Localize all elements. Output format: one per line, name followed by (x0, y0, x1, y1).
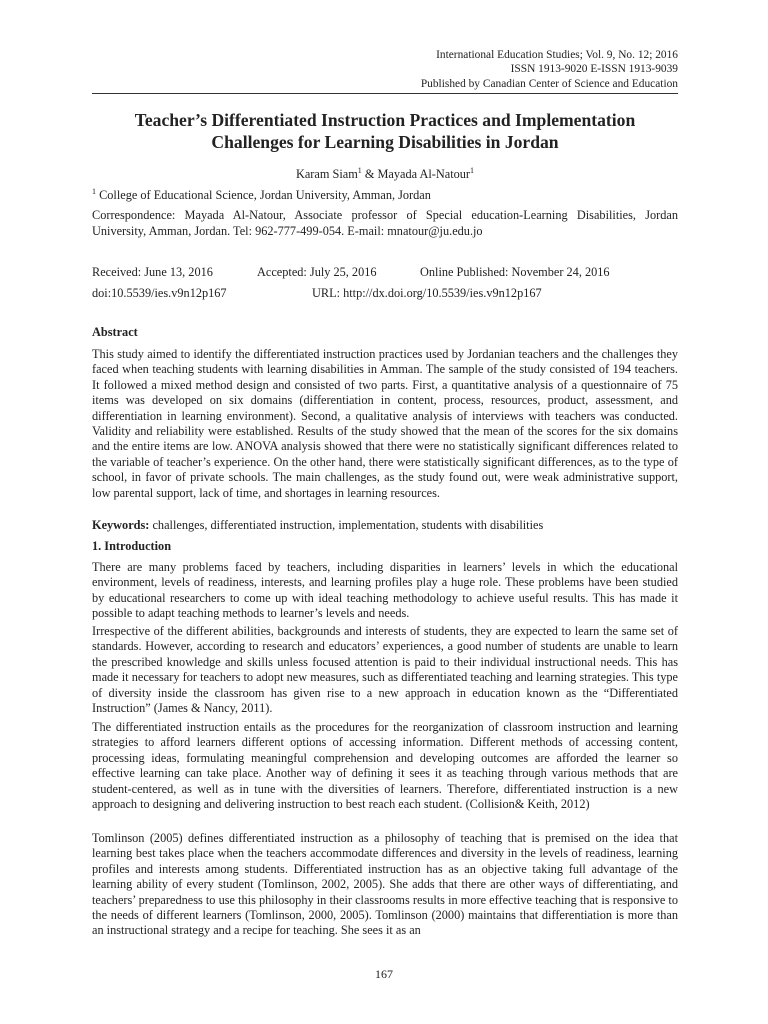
introduction-heading: 1. Introduction (92, 539, 172, 553)
author-name: Karam Siam (295, 167, 358, 181)
paper-title-line-1: Teacher’s Differentiated Instruction Practices and Implementation (134, 110, 636, 130)
abstract-text: This study aimed to identify the differentiated instruction practices used by Jordanian teachers and the challenges they faced when teaching students with learning disabilities in Amman. The sample of the study consisted of 194 teachers. It followed a mixed method design and consisted of two parts. First, a quantitative analysis of a questionnaire of 75 items was developed on six domains (differentiation in content, process, resources, product, assessment, and differentiation in learning environment). Second, a qualitative analysis of interviews with teachers was conducted. Validity and reliability were established. Results of the study showed that the mean of the scores for the six domains and the entire items are low. ANOVA analysis showed that there were no statistically significant differences related to the variable of teacher’s experience. On the other hand, there were statistically significant differences, as to the type of school, in favor of private schools. The main challenges, as the study found out, were weak administrative support, low parental support, lack of time, and shortages in learning resources. (92, 347, 678, 500)
author-name: Mayada Al-Natour (377, 167, 471, 181)
paragraph: Irrespective of the different abilities, backgrounds and interests of students, they are expected to learn the same set of standards. However, according to research and educators’ experiences, a good number of students are unable to learn the prescribed knowledge and skills unless focused attention is paid to their individual instructional needs. This has made it necessary for teachers to adopt new measures, such as differentiated teaching and learning strategies. This type of diversity inside the classroom has given rise to a new approach in education known as the “Differentiated Instruction” (James & Nancy, 2011). (92, 624, 678, 716)
accepted-date: Accepted: July 25, 2016 (257, 265, 377, 279)
page-number: 167 (375, 967, 393, 981)
keywords-text: challenges, differentiated instruction, implementation, students with disabilities (149, 518, 544, 532)
paragraph: There are many problems faced by teachers, including disparities in learners’ levels in which the educational environment, levels of readiness, interests, and learning profiles play a huge role. These problems have been studied by educational researchers to come up with ideal teaching methodology to achieve useful results. This has made it possible to adapt teaching methods to learner’s levels and needs. (92, 560, 678, 621)
url-link[interactable]: URL: http://dx.doi.org/10.5539/ies.v9n12p167 (312, 286, 542, 300)
journal-issn: ISSN 1913-9020 E-ISSN 1913-9039 (510, 63, 678, 76)
affiliation-mark: 1 (92, 186, 96, 196)
journal-header (421, 48, 678, 91)
journal-citation: International Education Studies; Vol. 9, No. 12; 2016 (436, 49, 678, 61)
affiliation (92, 188, 678, 203)
keywords (92, 518, 678, 533)
paragraph: The differentiated instruction entails as the procedures for the reorganization of classroom instruction and learning strategies to afford learners different options of accessing information. Different methods of accessing content, processing ideas, formulating meaningful comprehension and developing outcomes are afforded the learner so effective learning can take place. Another way of defining it sees it as teaching through various methods that are student-centered, as well as in tune with the diversities of learners. Therefore, differentiated instruction is a new approach to designing and delivering instruction to best reach each student. (Collision& Keith, 2012) (92, 720, 678, 812)
abstract-heading: Abstract (92, 325, 138, 339)
header-divider (92, 93, 678, 94)
paragraph: Tomlinson (2005) defines differentiated instruction as a philosophy of teaching that is premised on the idea that learning best takes place when the teachers accommodate differences and diversity in the levels of readiness, learning profiles and interests among students. Differentiated instruction has as an objective taking full advantage of the learning ability of every student (Tomlinson, 2002, 2005). She adds that there are other ways of differentiating, and teachers’ preparedness to use this philosophy in their classrooms results in more effective teaching that is responsive to the needs of different learners (Tomlinson, 2000, 2005). Tomlinson (2000) maintains that differentiation is more than an instructional strategy and a recipe for teaching. She sees it as an (92, 831, 678, 938)
article-links (92, 286, 678, 302)
paper-title-line-2: Challenges for Learning Disabilities in Jordan (211, 132, 559, 152)
journal-publisher: Published by Canadian Center of Science and Education (420, 77, 678, 90)
paper-title (92, 109, 678, 153)
author-list (92, 167, 678, 182)
publication-dates (92, 265, 678, 281)
correspondence: Correspondence: Mayada Al-Natour, Associate professor of Special education-Learning Disabilities, Jordan University, Amman, Jordan. Tel: 962-777-499-054. E-mail: mnatour@ju.edu.jo (92, 208, 678, 238)
author-separator: & (361, 167, 378, 181)
author-affiliation-mark: 1 (470, 165, 475, 175)
doi-link[interactable]: doi:10.5539/ies.v9n12p167 (92, 286, 227, 300)
keywords-label: Keywords: (92, 518, 150, 532)
affiliation-text: College of Educational Science, Jordan University, Amman, Jordan (99, 188, 431, 202)
received-date: Received: June 13, 2016 (92, 265, 213, 279)
author-affiliation-mark: 1 (357, 165, 362, 175)
online-published-date: Online Published: November 24, 2016 (420, 265, 610, 279)
